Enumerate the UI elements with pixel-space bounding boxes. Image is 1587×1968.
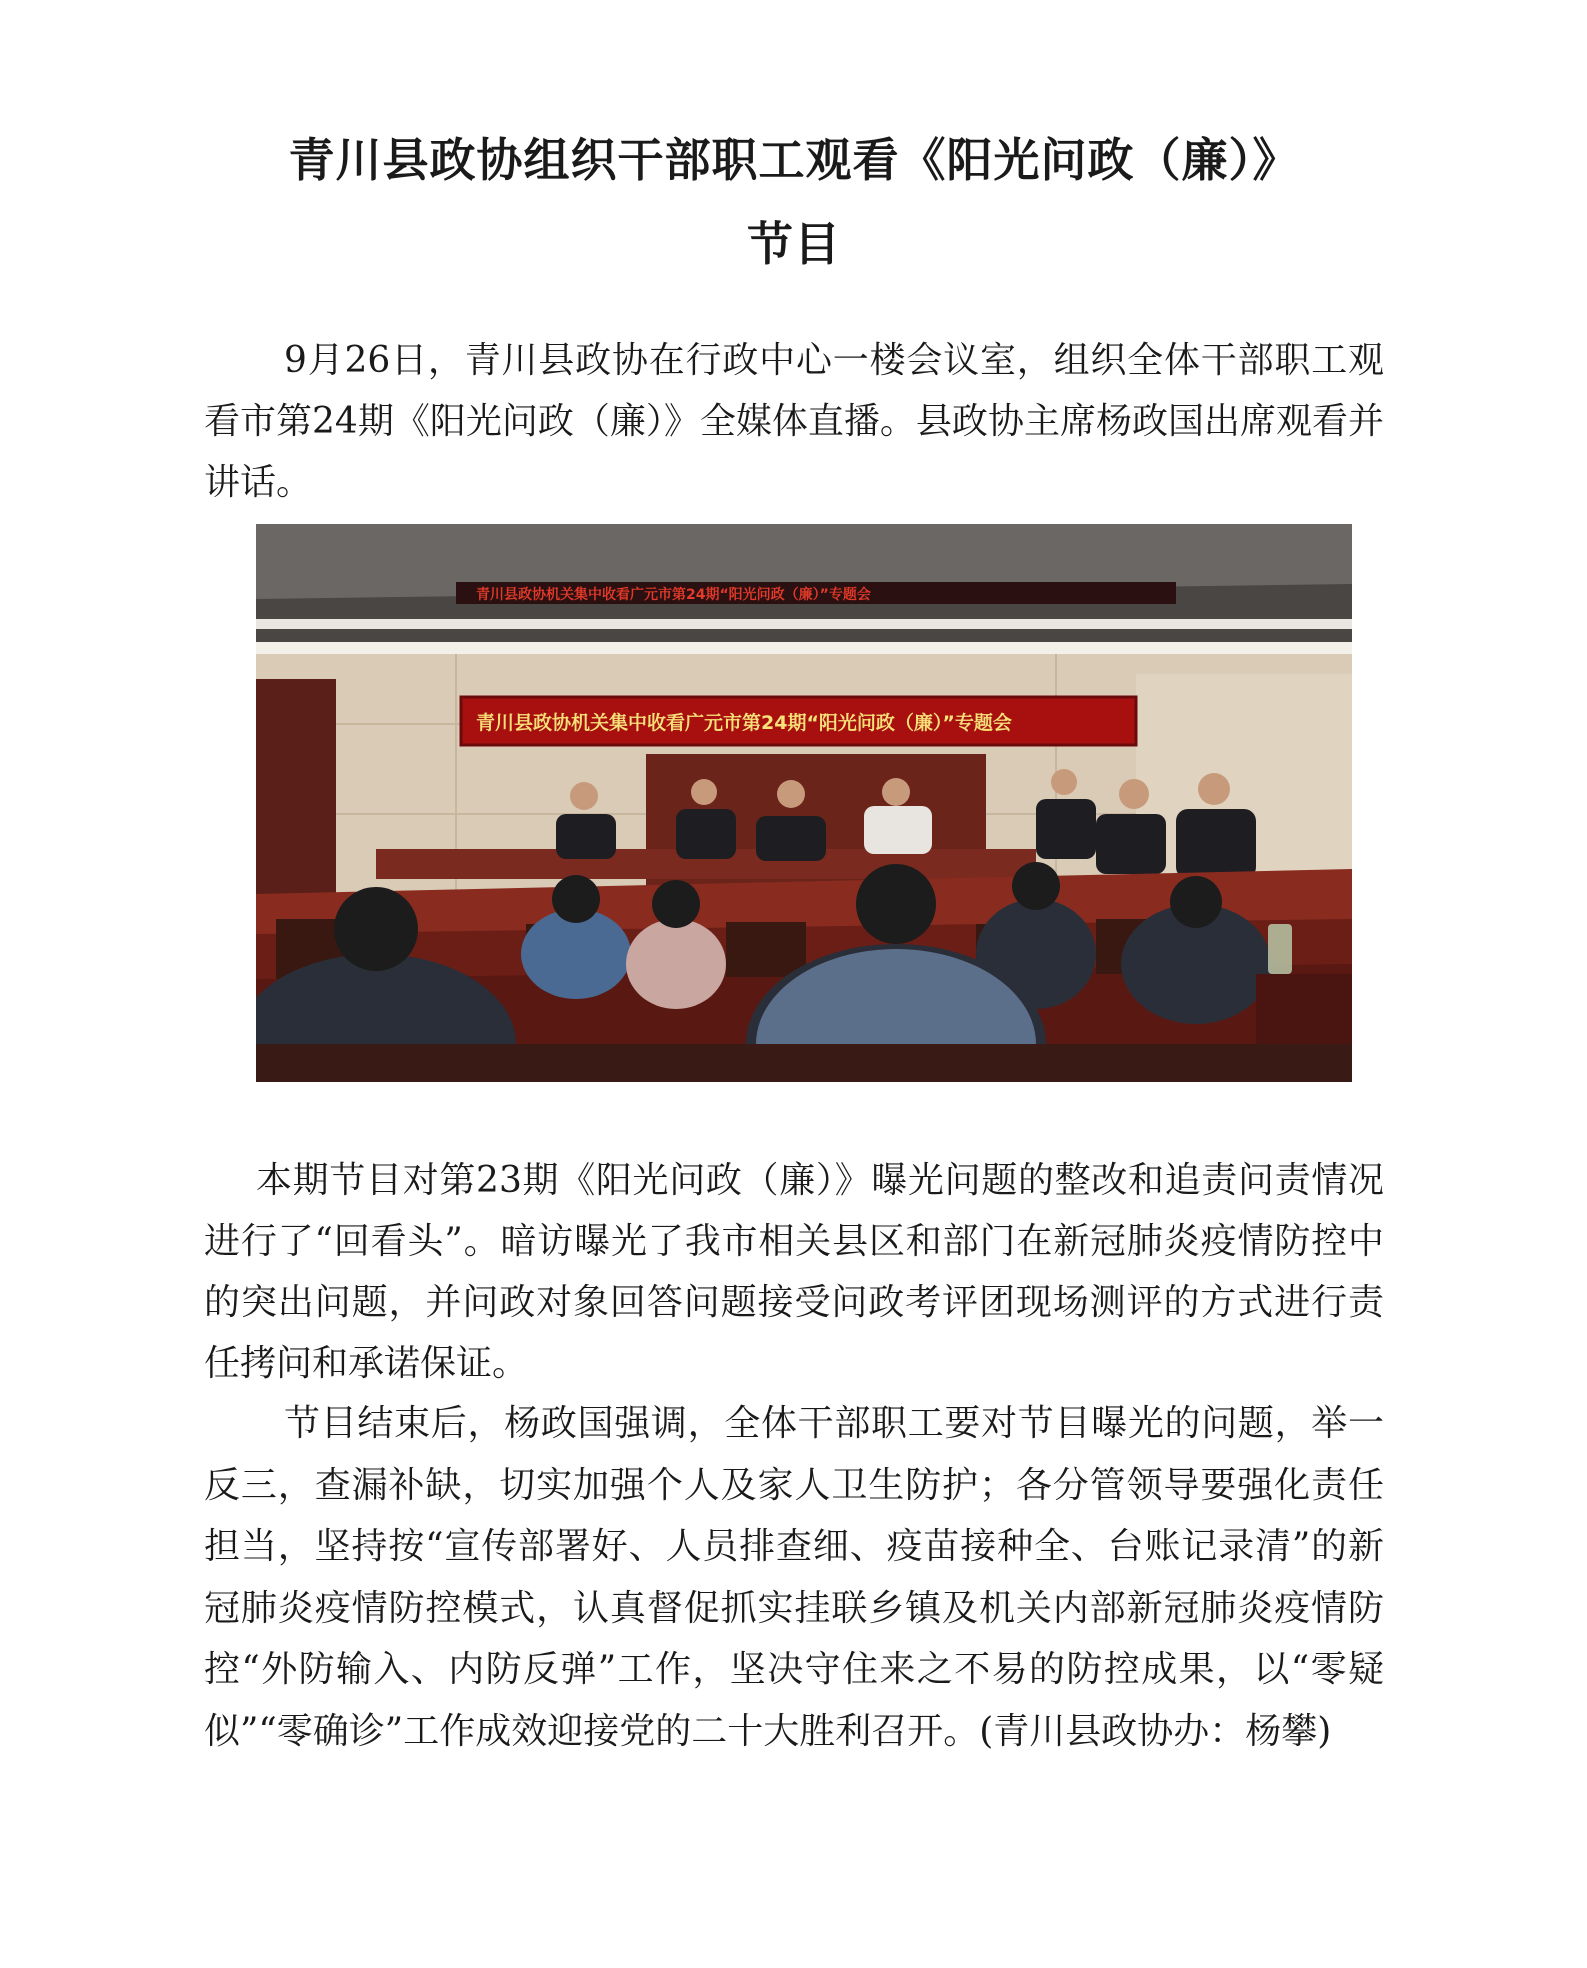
article-title [204, 118, 1384, 286]
led-sign-text: 青川县政协机关集中收看广元市第24期“阳光问政（廉）”专题会 [476, 587, 871, 603]
paragraph-speech: 节目结束后，杨政国强调，全体干部职工要对节目曝光的问题，举一反三，查漏补缺，切实加强个人及家人卫生防护；各分管领导要强化责任担当，坚持按“宣传部署好、人员排查细、疫苗接种全、台账记录清”的新冠肺炎疫情防控模式，认真督促抓实挂联乡镇及机关内部新冠肺炎疫情防控“外防输入、内防反弹”工作，坚决守住来之不易的防控成果，以“零疑似”“零确诊”工作成效迎接党的二十大胜利召开。(青川县政协办：杨攀) [204, 1403, 1384, 1752]
meeting-banner-text: 青川县政协机关集中收看广元市第24期“阳光问政（廉）”专题会 [476, 712, 1012, 734]
paragraph-program-summary: 本期节目对第23期《阳光问政（廉）》曝光问题的整改和追责问责情况进行了“回看头”。暗访曝光了我市相关县区和部门在新冠肺炎疫情防控中的突出问题，并问政对象回答问题接受问政考评团现场测评的方式进行责任拷问和承诺保证。 [204, 1160, 1384, 1384]
title-line-1: 青川县政协组织干部职工观看《阳光问政（廉）》 [288, 133, 1300, 187]
paragraph-intro: 9月26日，青川县政协在行政中心一楼会议室，组织全体干部职工观看市第24期《阳光问政（廉）》全媒体直播。县政协主席杨政国出席观看并讲话。 [204, 340, 1384, 503]
meeting-photo [256, 524, 1352, 1082]
title-line-2: 节目 [747, 217, 841, 271]
